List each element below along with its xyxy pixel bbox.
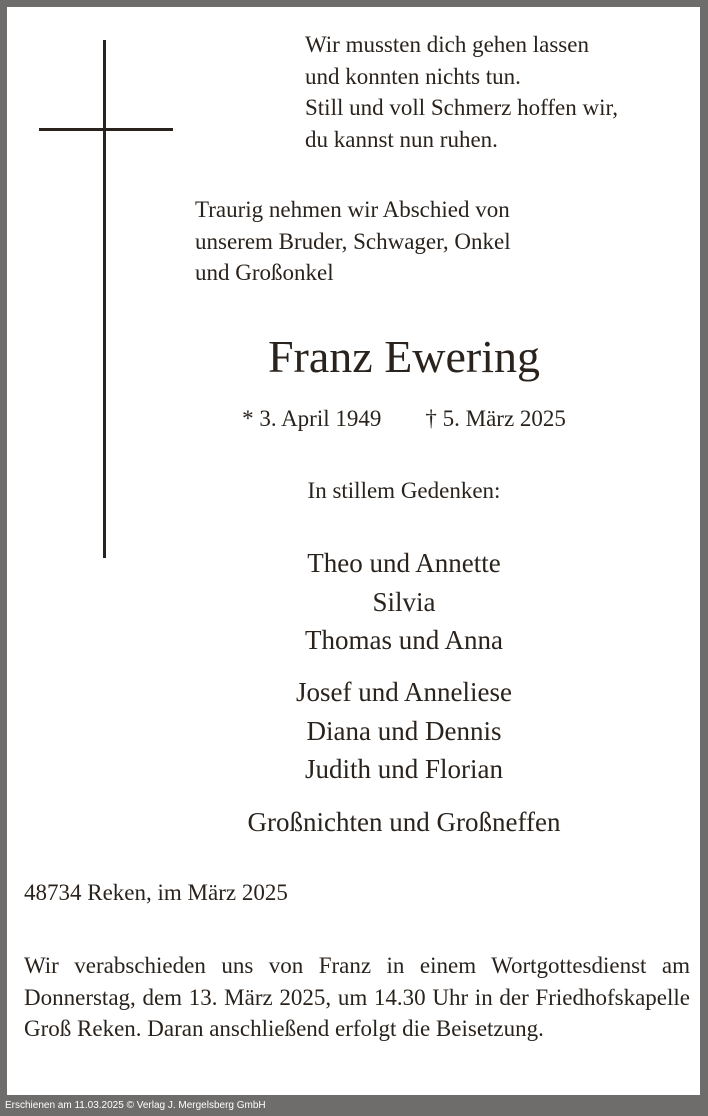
mourner-name: Theo und Annette xyxy=(307,548,501,578)
memory-line: In stillem Gedenken: xyxy=(307,478,501,503)
publication-footer: Erschienen am 11.03.2025 © Verlag J. Mergelsberg GmbH xyxy=(5,1100,266,1111)
mourner-name: Josef und Anneliese xyxy=(296,677,512,707)
mourner-name: Judith und Florian xyxy=(304,754,503,784)
place-date: 48734 Reken, im März 2025 xyxy=(24,880,288,905)
poem-line: Wir mussten dich gehen lassen xyxy=(305,32,589,57)
poem-line: du kannst nun ruhen. xyxy=(305,126,498,152)
life-dates xyxy=(0,404,708,434)
intro-line: und Großonkel xyxy=(195,260,334,285)
mourner-name: Diana und Dennis xyxy=(306,715,502,746)
mourner-name: Silvia xyxy=(372,586,436,617)
intro-line: unserem Bruder, Schwager, Onkel xyxy=(195,228,511,254)
cross-icon-bar xyxy=(39,128,173,131)
service-notice: Wir verabschieden uns von Franz in einem Wortgottesdienst am Donnerstag, dem 13. März 2025, um 14.30 Uhr in der Friedhofskapelle Groß Reken. Daran anschließend erfolgt die Beisetzung. xyxy=(24,953,690,1041)
mourner-group xyxy=(0,803,708,842)
mourner-name: Großnichten und Großneffen xyxy=(247,807,561,837)
intro-text xyxy=(195,194,511,289)
intro-line: Traurig nehmen wir Abschied von xyxy=(195,197,510,222)
mourner-group xyxy=(0,544,708,660)
poem-line: und konnten nichts tun. xyxy=(305,63,521,89)
poem xyxy=(305,29,618,155)
death-date: † 5. März 2025 xyxy=(425,406,566,431)
mourner-group xyxy=(0,673,708,789)
mourner-name: Thomas und Anna xyxy=(305,625,503,655)
deceased-name: Franz Ewering xyxy=(267,331,541,382)
birth-date: * 3. April 1949 xyxy=(242,406,382,431)
poem-line: Still und voll Schmerz hoffen wir, xyxy=(305,95,618,120)
